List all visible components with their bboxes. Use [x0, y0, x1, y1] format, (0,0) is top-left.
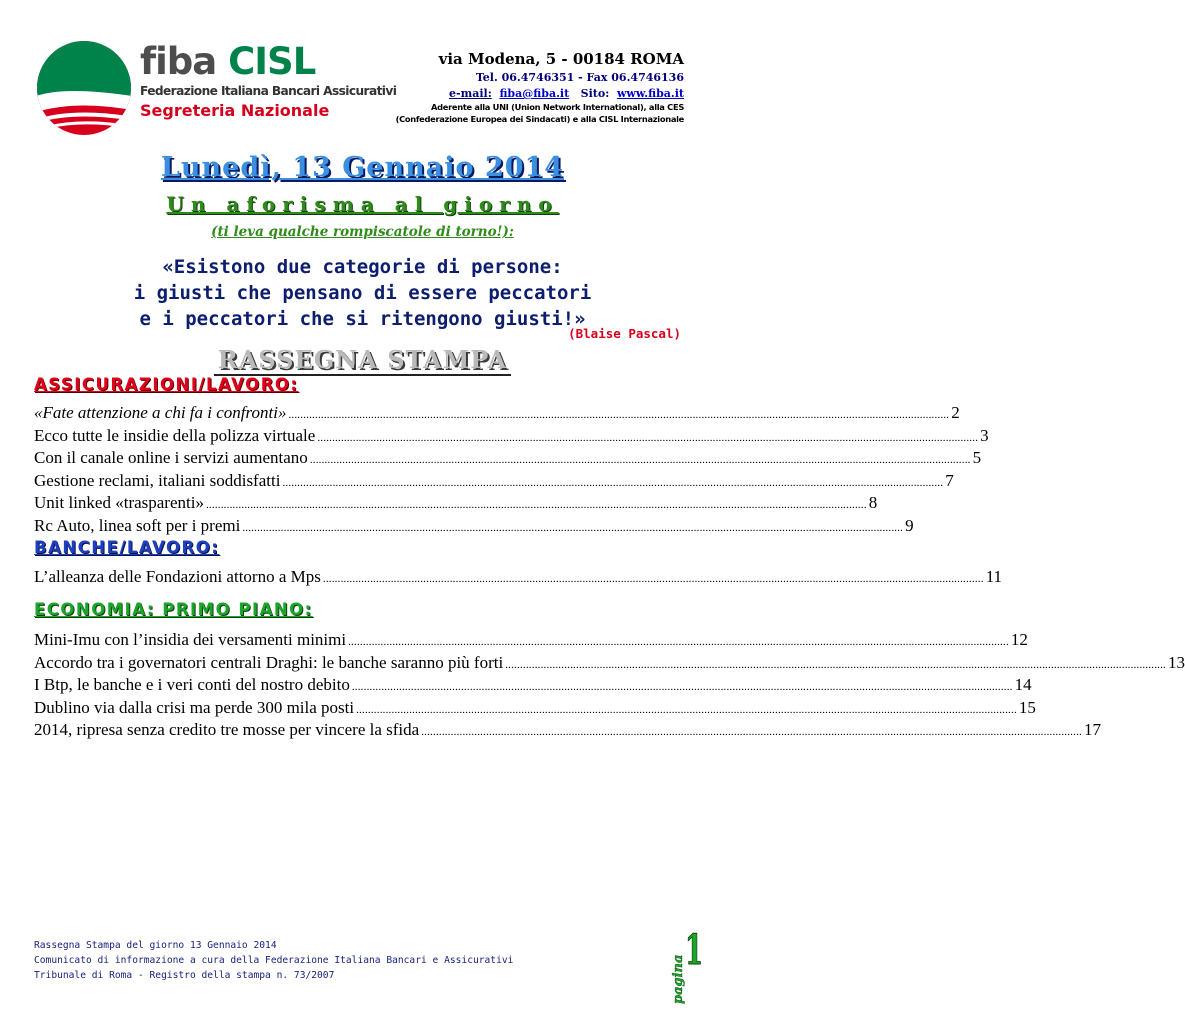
toc-leader — [317, 428, 978, 449]
email-link[interactable]: fiba@fiba.it — [499, 87, 570, 100]
italian-flag-circle-icon — [36, 40, 132, 136]
footer-line-2: Comunicato di informazione a cura della Federazione Italiana Bancari e Assicurativi — [34, 955, 514, 966]
brand-subtitle: Federazione Italiana Bancari Assicurativi — [140, 84, 397, 98]
aforisma-subtitle: (ti leva qualche rompiscatole di torno!): — [211, 224, 514, 240]
page-number: 1 — [685, 925, 704, 975]
toc-page-number: 5 — [972, 448, 982, 467]
toc-row[interactable] — [34, 448, 982, 471]
quote-line-1: «Esistono due categorie di persone: — [162, 256, 563, 278]
toc-leader — [348, 632, 1009, 653]
toc-page-number: 2 — [951, 403, 960, 422]
toc-leader — [282, 473, 943, 494]
footer — [34, 938, 513, 983]
toc-item-text: 2014, ripresa senza credito tre mosse per vincere la sfida — [34, 720, 420, 739]
address-block — [396, 50, 684, 124]
toc-row[interactable] — [34, 567, 1003, 590]
page-number-badge — [652, 925, 704, 1006]
rassegna-title: RASSEGNA STAMPA — [214, 345, 511, 376]
toc-item-text: Dublino via dalla crisi ma perde 300 mila posti — [34, 697, 355, 717]
toc-row[interactable] — [34, 720, 1101, 743]
toc-row[interactable] — [34, 652, 1185, 676]
footer-line-1: Rassegna Stampa del giorno 13 Gennaio 2014 — [34, 940, 277, 951]
toc-page-number: 8 — [868, 493, 878, 512]
toc-page-number: 14 — [1014, 675, 1032, 694]
toc-leader — [356, 700, 1017, 721]
email-label: e-mail: — [449, 87, 492, 100]
brand-fiba: fiba — [140, 40, 217, 83]
toc-leader — [421, 722, 1082, 743]
toc-page-number: 12 — [1010, 630, 1028, 649]
address-street: via Modena, 5 - 00184 ROMA — [438, 50, 684, 68]
toc-leader — [323, 569, 984, 590]
quote-author: (Blaise Pascal) — [568, 326, 681, 341]
quote-line-2: i giusti che pensano di essere peccatori — [133, 282, 592, 304]
toc-row[interactable] — [34, 470, 954, 494]
toc-item-text: Con il canale online i servizi aumentano — [34, 448, 308, 467]
toc-leader — [288, 405, 949, 426]
brand-segreteria: Segreteria Nazionale — [140, 101, 330, 120]
toc-leader — [505, 655, 1166, 676]
toc-leader — [352, 677, 1013, 698]
toc-page-number: 13 — [1168, 652, 1185, 672]
toc-row[interactable] — [34, 675, 1032, 698]
toc-page-number: 15 — [1018, 697, 1036, 717]
address-contacts — [396, 87, 684, 100]
fiba-cisl-logo — [36, 38, 397, 138]
toc-item-text: Gestione reclami, italiani soddisfatti — [34, 470, 281, 490]
toc-page-number: 3 — [980, 425, 989, 445]
section-title-economia: ECONOMIA: PRIMO PIANO: — [34, 600, 313, 619]
site-link[interactable]: www.fiba.it — [616, 87, 684, 100]
toc-assicurazioni — [34, 403, 989, 538]
toc-banche — [34, 567, 1003, 590]
toc-item-text: «Fate attenzione a chi fa i confronti» — [34, 403, 287, 422]
toc-row[interactable] — [34, 493, 878, 516]
toc-page-number: 9 — [905, 515, 914, 535]
toc-page-number: 11 — [985, 567, 1003, 586]
toc-leader — [242, 518, 903, 539]
toc-item-text: Accordo tra i governatori centrali Draghi: le banche saranno più forti — [34, 652, 504, 672]
toc-economia — [34, 630, 1185, 743]
toc-leader — [310, 450, 971, 471]
aforisma-title: Un aforisma al giorno — [166, 192, 559, 216]
page-label: pagina — [671, 954, 686, 1004]
section-title-assicurazioni: ASSICURAZIONI/LAVORO: — [34, 375, 299, 394]
toc-item-text: Unit linked «trasparenti» — [34, 493, 204, 512]
affiliation-line-1: Aderente alla UNI (Union Network International), alla CES — [431, 102, 684, 112]
toc-leader — [206, 495, 867, 516]
toc-page-number: 17 — [1084, 720, 1101, 739]
section-title-banche: BANCHE/LAVORO: — [34, 538, 220, 557]
toc-item-text: Mini-Imu con l’insidia dei versamenti minimi — [34, 630, 347, 649]
toc-item-text: L’alleanza delle Fondazioni attorno a Mps — [34, 567, 321, 586]
toc-page-number: 7 — [945, 470, 954, 490]
footer-line-3: Tribunale di Roma - Registro della stampa n. 73/2007 — [34, 970, 335, 981]
toc-row[interactable] — [34, 425, 989, 449]
quote — [0, 254, 725, 332]
quote-line-3: e i peccatori che si ritengono giusti!» — [139, 308, 586, 330]
address-tel-fax: Tel. 06.4746351 - Fax 06.4746136 — [475, 71, 684, 84]
affiliation-line-2: (Confederazione Europea dei Sindacati) e alla CISL Internazionale — [395, 114, 684, 124]
toc-item-text: I Btp, le banche e i veri conti del nostro debito — [34, 675, 350, 694]
toc-row[interactable] — [34, 697, 1036, 721]
rassegna-heading — [0, 345, 725, 374]
toc-item-text: Rc Auto, linea soft per i premi — [34, 515, 241, 535]
site-label: Sito: — [580, 87, 610, 100]
toc-row[interactable] — [34, 630, 1028, 653]
toc-row[interactable] — [34, 515, 914, 539]
toc-row[interactable] — [34, 403, 960, 426]
brand-cisl: CISL — [228, 40, 316, 83]
toc-item-text: Ecco tutte le insidie della polizza virtuale — [34, 425, 316, 445]
date-title: Lunedì, 13 Gennaio 2014 — [160, 152, 565, 183]
